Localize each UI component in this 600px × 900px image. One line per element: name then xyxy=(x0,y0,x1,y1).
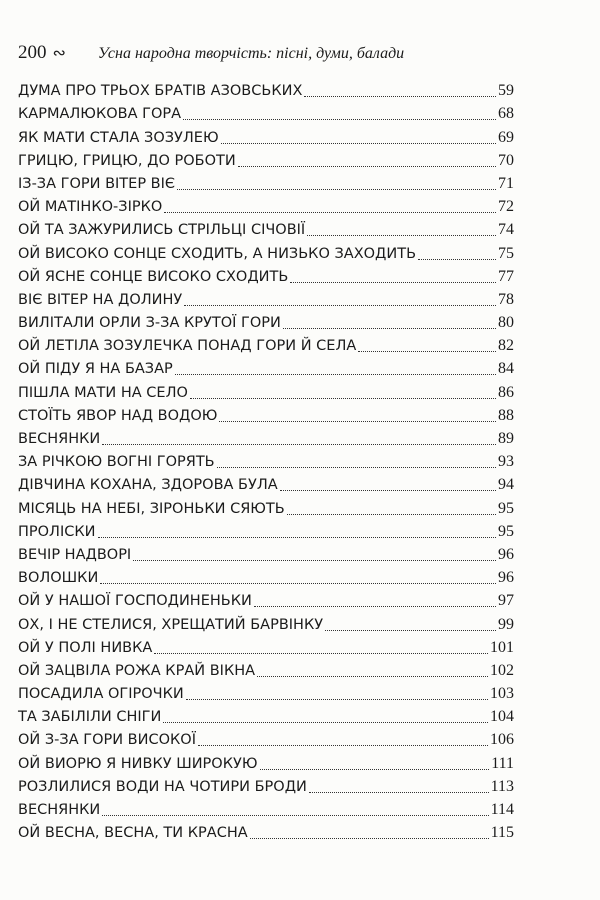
dot-leader xyxy=(98,537,496,538)
toc-entry-title: ОЙ ВИСОКО СОНЦЕ СХОДИТЬ, А НИЗЬКО ЗАХОДИТЬ xyxy=(18,245,417,262)
dot-leader xyxy=(250,838,489,839)
toc-entry-title: ОЙ З-ЗА ГОРИ ВИСОКОЇ xyxy=(18,732,196,749)
toc-entry xyxy=(18,425,514,448)
toc-entry-title: ОЙ У ПОЛІ НИВКА xyxy=(18,639,153,656)
dot-leader xyxy=(133,560,496,561)
toc-entry-page: 72 xyxy=(498,198,514,216)
toc-entry-title: ДУМА ПРО ТРЬОХ БРАТІВ АЗОВСЬКИХ xyxy=(18,83,303,100)
dot-leader xyxy=(280,490,496,491)
toc-entry-page: 82 xyxy=(498,337,514,355)
dot-leader xyxy=(254,606,496,607)
toc-entry-title: ОЙ У НАШОЇ ГОСПОДИНЕНЬКИ xyxy=(18,593,252,610)
dot-leader xyxy=(219,421,496,422)
dot-leader xyxy=(184,305,496,306)
toc-entry-title: ОЙ ЗАЦВІЛА РОЖА КРАЙ ВІКНА xyxy=(18,662,256,679)
toc-entry-page: 59 xyxy=(498,82,514,100)
toc-entry-title: СТОЇТЬ ЯВОР НАД ВОДОЮ xyxy=(18,407,218,424)
toc-entry xyxy=(18,263,514,286)
page-header xyxy=(18,42,582,68)
dot-leader xyxy=(238,166,496,167)
toc-entry-page: 88 xyxy=(498,406,514,424)
dot-leader xyxy=(304,96,496,97)
toc-entry-page: 89 xyxy=(498,430,514,447)
toc-entry xyxy=(18,703,514,726)
toc-entry-page: 78 xyxy=(498,290,514,308)
toc-entry xyxy=(18,355,514,378)
toc-entry-page: 96 xyxy=(498,569,514,587)
toc-entry-title: ЯК МАТИ СТАЛА ЗОЗУЛЕЮ xyxy=(18,129,219,146)
toc-entry-page: 69 xyxy=(498,128,514,146)
toc-entry-page: 95 xyxy=(498,522,514,540)
toc-entry xyxy=(18,77,514,100)
toc-entry-title: ОЙ ТА ЗАЖУРИЛИСЬ СТРІЛЬЦІ СІЧОВІЇ xyxy=(18,222,306,239)
toc-entry-page: 111 xyxy=(491,754,514,772)
toc-entry-title: КАРМАЛЮКОВА ГОРА xyxy=(18,106,182,123)
toc-entry xyxy=(18,680,514,703)
toc-entry xyxy=(18,564,514,587)
toc-entry-page: 75 xyxy=(498,244,514,262)
dot-leader xyxy=(217,467,496,468)
toc-entry-page: 106 xyxy=(490,731,514,749)
toc-entry-page: 96 xyxy=(498,545,514,563)
dot-leader xyxy=(257,676,488,677)
toc-entry-title: РОЗЛИЛИСЯ ВОДИ НА ЧОТИРИ БРОДИ xyxy=(18,778,307,795)
toc-entry-page: 68 xyxy=(498,105,514,123)
toc-entry xyxy=(18,587,514,610)
toc-entry xyxy=(18,193,514,216)
toc-entry xyxy=(18,796,514,819)
toc-entry xyxy=(18,634,514,657)
toc-entry xyxy=(18,286,514,309)
toc-entry-title: ОЙ ВЕСНА, ВЕСНА, ТИ КРАСНА xyxy=(18,825,248,842)
dot-leader xyxy=(418,259,496,260)
toc-entry-page: 104 xyxy=(490,708,514,726)
toc-entry-title: ВЕСНЯНКИ xyxy=(18,802,101,818)
toc-entry-title: ПРОЛІСКИ xyxy=(18,523,96,540)
dot-leader xyxy=(186,699,488,700)
dot-leader xyxy=(358,351,496,352)
toc-entry-page: 86 xyxy=(498,383,514,401)
toc-entry xyxy=(18,309,514,332)
dot-leader xyxy=(309,792,489,793)
toc-entry xyxy=(18,239,514,262)
dot-leader xyxy=(190,398,496,399)
toc-entry xyxy=(18,518,514,541)
toc-entry xyxy=(18,726,514,749)
dot-leader xyxy=(163,722,488,723)
dot-leader xyxy=(198,745,488,746)
toc-entry-page: 102 xyxy=(490,661,514,679)
toc-entry xyxy=(18,216,514,239)
toc-entry xyxy=(18,494,514,517)
dot-leader xyxy=(221,143,496,144)
running-title: Усна народна творчість: пісні, думи, балади xyxy=(97,45,405,62)
toc-entry-page: 101 xyxy=(490,638,514,656)
toc-entry xyxy=(18,100,514,123)
table-of-contents xyxy=(18,77,514,842)
toc-entry xyxy=(18,610,514,633)
toc-entry-title: ОЙ ВИОРЮ Я НИВКУ ШИРОКУЮ xyxy=(18,755,258,772)
toc-entry-page: 99 xyxy=(498,615,514,633)
toc-entry-page: 80 xyxy=(498,314,514,332)
ornament-icon: ∾ xyxy=(52,45,66,62)
toc-entry-page: 70 xyxy=(498,151,514,169)
toc-entry-title: ОЙ ПІДУ Я НА БАЗАР xyxy=(18,361,173,378)
toc-entry-page: 95 xyxy=(498,499,514,517)
toc-entry-title: ПІШЛА МАТИ НА СЕЛО xyxy=(18,384,188,401)
toc-entry-title: ПОСАДИЛА ОГІРОЧКИ xyxy=(18,686,184,703)
toc-entry xyxy=(18,123,514,146)
toc-entry xyxy=(18,773,514,796)
dot-leader xyxy=(307,235,496,236)
toc-entry-page: 93 xyxy=(498,453,514,471)
toc-entry xyxy=(18,402,514,425)
page-number: 200 xyxy=(18,42,47,63)
toc-entry-page: 115 xyxy=(490,824,514,842)
toc-entry-title: ВІЄ ВІТЕР НА ДОЛИНУ xyxy=(18,291,183,308)
toc-entry xyxy=(18,471,514,494)
toc-entry xyxy=(18,332,514,355)
toc-entry-title: ОХ, І НЕ СТЕЛИСЯ, ХРЕЩАТИЙ БАРВІНКУ xyxy=(18,616,324,633)
toc-entry-title: ДІВЧИНА КОХАНА, ЗДОРОВА БУЛА xyxy=(18,477,278,494)
dot-leader xyxy=(325,630,496,631)
toc-entry-title: ОЙ МАТІНКО-ЗІРКО xyxy=(18,199,163,216)
dot-leader xyxy=(102,815,488,816)
toc-entry-page: 114 xyxy=(490,801,514,818)
toc-entry-page: 103 xyxy=(490,685,514,703)
toc-entry xyxy=(18,170,514,193)
dot-leader xyxy=(177,189,496,190)
toc-entry-title: ТА ЗАБІЛІЛИ СНІГИ xyxy=(18,709,162,726)
toc-entry-page: 94 xyxy=(498,476,514,494)
toc-entry-title: ГРИЦЮ, ГРИЦЮ, ДО РОБОТИ xyxy=(18,152,236,169)
toc-entry-title: ВОЛОШКИ xyxy=(18,570,99,587)
toc-entry xyxy=(18,448,514,471)
dot-leader xyxy=(100,583,496,584)
dot-leader xyxy=(175,374,496,375)
toc-entry xyxy=(18,749,514,772)
dot-leader xyxy=(260,769,490,770)
toc-entry-page: 97 xyxy=(498,592,514,610)
toc-entry-title: ЗА РІЧКОЮ ВОГНІ ГОРЯТЬ xyxy=(18,454,215,471)
toc-entry-page: 84 xyxy=(498,360,514,378)
toc-entry xyxy=(18,819,514,842)
dot-leader xyxy=(290,282,496,283)
toc-entry xyxy=(18,541,514,564)
toc-entry-title: ВИЛІТАЛИ ОРЛИ З-ЗА КРУТОЇ ГОРИ xyxy=(18,315,281,332)
toc-entry-title: ОЙ ЯСНЕ СОНЦЕ ВИСОКО СХОДИТЬ xyxy=(18,268,289,285)
toc-entry-page: 71 xyxy=(498,174,514,192)
dot-leader xyxy=(154,653,488,654)
toc-entry-title: МІСЯЦЬ НА НЕБІ, ЗІРОНЬКИ СЯЮТЬ xyxy=(18,500,285,517)
toc-entry-page: 77 xyxy=(498,267,514,285)
toc-entry-title: ОЙ ЛЕТІЛА ЗОЗУЛЕЧКА ПОНАД ГОРИ Й СЕЛА xyxy=(18,338,357,355)
toc-entry xyxy=(18,378,514,401)
dot-leader xyxy=(102,444,496,445)
toc-entry-title: ВЕЧІР НАДВОРІ xyxy=(18,546,132,563)
toc-entry-title: ВЕСНЯНКИ xyxy=(18,431,101,447)
toc-entry-page: 74 xyxy=(498,221,514,239)
dot-leader xyxy=(164,212,496,213)
toc-entry-page: 113 xyxy=(490,777,514,795)
dot-leader xyxy=(287,514,496,515)
dot-leader xyxy=(183,119,496,120)
toc-entry-title: ІЗ-ЗА ГОРИ ВІТЕР ВІЄ xyxy=(18,175,176,192)
toc-entry xyxy=(18,147,514,170)
toc-entry xyxy=(18,657,514,680)
dot-leader xyxy=(283,328,496,329)
